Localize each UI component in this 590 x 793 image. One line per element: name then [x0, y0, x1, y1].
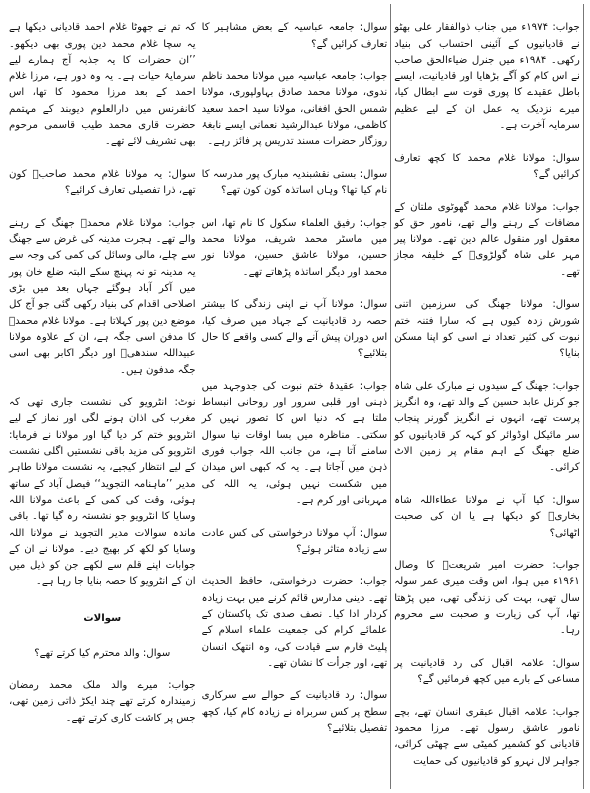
document-page: [6, 4, 584, 789]
paragraph: سوال: علامہ اقبال کی رد قادیانیت پر مساعی کے بارے میں کچھ فرمائیں گے؟: [394, 657, 580, 686]
column-middle: [199, 4, 392, 789]
paragraph: جواب: رفیق العلماء سکول کا نام تھا، اس میں ماسٹر محمد شریف، مولانا محمد حسین، مولانا عاشق حسین، مولانا نور محمد اور دیگر اساتذہ پڑھاتے تھے۔: [201, 217, 388, 278]
paragraph: جواب: ۱۹۷۴ء میں جناب ذوالفقار علی بھٹو نے قادیانیوں کے آئینی احتساب کی بنیاد رکھی۔ ۱۹۸۴ء میں جنرل ضیاءالحق صاحب نے اس کام کو آگے بڑھایا اور قادیانیت، ایسے باطل عقیدے کا پوری قوت سے ابطال کیا، میرے نزدیک یہ عمل ان کے لیے عظیم سرمایہ آخرت ہے۔: [394, 22, 580, 132]
paragraph: سوال: والد محترم کیا کرتے تھے؟: [34, 647, 171, 659]
paragraph: جواب: علامہ اقبال عبقری انسان تھے، بچے نامور عاشق رسول تھے۔ مرزا محمود قادیانی کو کشمیر کمیٹی سے چھٹی کرائی، جواہر لال نہرو کو قادیانیوں کی حمایت: [394, 706, 580, 767]
paragraph: جواب: حضرت امیر شریعتؒ کا وصال ۱۹۶۱ء میں ہوا، اس وقت میری عمر سولہ سال تھی، بہت کی زندگی تھی، میں پڑھتا تھا، آپ کی زیارت و صحبت سے محروم رہا۔: [394, 560, 580, 637]
paragraph: سوال: مولانا جھنگ کی سرزمین اتنی شورش زدہ کیوں ہے کہ سارا فتنہ ختم نبوت کی کثیر تعداد نے اسی کو اپنا مسکن بنایا؟: [394, 299, 580, 360]
column-left: [391, 4, 584, 789]
paragraph: جواب: حضرت درخواستی، حافظ الحدیث تھے۔ دینی مدارس قائم کرنے میں بہت زیادہ کردار ادا کیا۔ نصف صدی تک پاکستان کے علمائے کرام کی جمعیت علماء اسلام کے پلیٹ فارم سے قیادت کی، وہ انتھک انسان تھے، اور جرأت کا نشان تھے۔: [201, 576, 388, 669]
paragraph: سوال: آپ مولانا درخواستی کی کس عادت سے زیادہ متاثر ہوئے؟: [201, 527, 388, 555]
paragraph: سوال: بستی نقشبندیہ مبارک پور مدرسہ کا نام کیا تھا؟ وہاں اساتذہ کون کون تھے؟: [201, 168, 388, 197]
paragraph: سوال: کیا آپ نے مولانا عطاءاللہ شاہ بخاریؒ کو دیکھا ہے یا ان کی صحبت اٹھائی؟: [394, 494, 580, 539]
paragraph: جواب: جھنگ کے سیدوں نے مبارک علی شاہ جو کرنل عابد حسین کے والد تھے، وہ انگریز پرست تھے، انہوں نے انگریز گورنر پنجاب سر مائیکل اوڈوائر کو کہہ کر قادیانیوں کو ضلع جھنگ کے اہم مقام پر زمین الاٹ کرائی۔: [394, 380, 580, 474]
paragraph: جواب: جامعہ عباسیہ میں مولانا محمد ناظم ندوی، مولانا محمد صادق بہاولپوری، مولانا شمس الحق افغانی، مولانا سید احمد سعید کاظمی، مولانا عبدالرشید نعمانی ایسے نابغۂ روزگار حضرات مسند تدریس پر فائز رہے۔: [201, 71, 388, 148]
paragraph: جواب: میرے والد ملک محمد رمضان زمیندارہ کرتے تھے چند ایکڑ ذاتی زمین تھی، جس پر کاشت کاری کرتے تھے۔: [9, 680, 196, 724]
paragraph: جواب: عقیدۂ ختم نبوت کی جدوجہد میں ذہنی اور قلبی سرور اور روحانی انبساط ملتا ہے کہ دنیا اس کا تصور نہیں کر سکتی۔ مناظرہ میں بسا اوقات نیا سوال سامنے آتا ہے، من جانب اللہ جواب فوری ذہن میں آجاتا ہے۔ یہ کہ کبھی اس میدان میں شکست نہیں ہوئی، یہ اللہ کی مہربانی اور کرم ہے۔: [201, 380, 388, 506]
paragraph: جواب: مولانا غلام محمدؒ جھنگ کے رہنے والے تھے۔ ہجرت مدینہ کی غرض سے جھنگ سے چلے، مالی وسائل کی کمی کی وجہ سے یہ مدینہ تو نہ پہنچ سکے البتہ ضلع خان پور میں آکر آباد ہوگئے جہاں بعد میں بڑی اصلاحی اقدام کی بنیاد رکھی گئی جو آج کل موضع دین پور کہلاتا ہے۔ مولانا غلام محمدؒ کا مدفن اسی جگہ ہے، ان کے علاوہ مولانا عبیداللہ سندھیؒ اور دیگر اکابر بھی اسی جگہ مدفون ہیں۔: [9, 217, 196, 376]
paragraph: سوال: رد قادیانیت کے حوالے سے سرکاری سطح پر کس سربراہ نے زیادہ کام کیا، کچھ تفصیل بتلائیے؟: [201, 690, 388, 735]
paragraph: جواب: مولانا غلام محمد گھوٹوی ملتان کے مضافات کے رہنے والے تھے، نامور حق کو معقول اور منقول عالم دین تھے۔ مولانا پیر مہر علی شاہ گولڑویؒ کے خلیفہ مجاز تھے۔: [394, 201, 580, 278]
paragraph: سوال: یہ مولانا غلام محمد صاحبؒ کون تھے، ذرا تفصیلی تعارف کرائیے؟: [9, 168, 196, 197]
paragraph: سوال: مولانا آپ نے اپنی زندگی کا بیشتر حصہ رد قادیانیت کے جہاد میں صرف کیا، اس دوران پیش آنے والے کسی واقعے کا حال بتلائیے؟: [201, 299, 388, 360]
paragraph: سوال: جامعہ عباسیہ کے بعض مشاہیر کا تعارف کرائیں گے؟: [201, 22, 388, 50]
column-right: [6, 4, 199, 789]
paragraph: سوال: مولانا غلام محمد کا کچھ تعارف کرائیں گے؟: [394, 152, 580, 180]
section-heading: سوالات: [83, 612, 122, 624]
paragraph: نوٹ: انٹرویو کی نشست جاری تھی کہ مغرب کی اذان ہونے لگی اور نماز کے لیے انٹرویو ختم کر دیا گیا اور مولانا نے فرمایا: انٹرویو کی مزید باقی نشستیں اگلی نشست کے لیے انتظار کیجیے، یہ نشست مولانا طاہر مدیر ’’ماہنامہ التجوید‘‘ فیصل آباد کے ساتھ ہوئی، وقت کی کمی کے باعث مولانا اللہ وسایا کا انٹرویو جو نشستہ رہ گیا تھا۔ باقی ماندہ سوالات مدیر التجوید نے مولانا اللہ وسایا کو لکھ کر بھیج دیے۔ مولانا نے ان کے جوابات اپنے قلم سے لکھے جن کو ذیل میں ان کے انٹرویو کا حصہ بنایا جا رہا ہے۔: [9, 397, 196, 588]
paragraph: کہ تم نے جھوٹا غلام احمد قادیانی دیکھا ہے یہ سچا غلام محمد دین پوری بھی دیکھو۔ ’’ان حضرات کا یہ جذبہ آج ہمارے لیے سرمایۂ حیات ہے۔ یہ وہ دور ہے، مرزا غلام احمد کے بعد مرزا محمود کا تھا، اس کانفرنس میں دارالعلوم دیوبند کے مہتمم حضرت قاری محمد طیب قاسمی مرحوم بھی تشریف لائے تھے۔: [9, 22, 196, 148]
